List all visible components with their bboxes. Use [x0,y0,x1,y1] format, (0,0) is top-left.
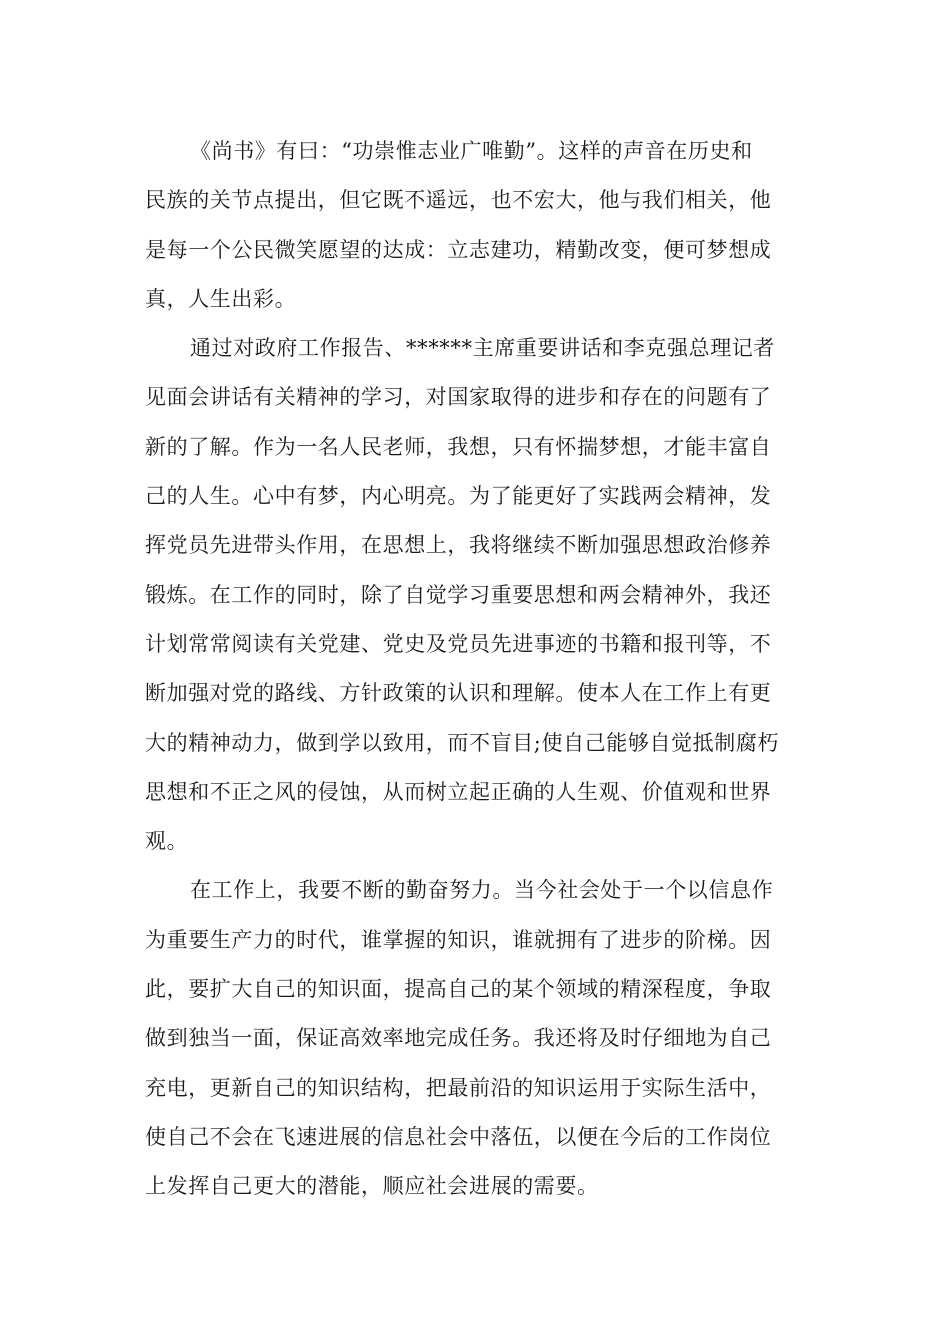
paragraph-line: 锻炼。在工作的同时，除了自觉学习重要思想和两会精神外，我还 [145,582,772,607]
paragraph-line: 新的了解。作为一名人民老师，我想，只有怀揣梦想，才能丰富自 [145,434,772,459]
paragraph-line: 大的精神动力，做到学以致用，而不盲目;使自己能够自觉抵制腐朽 [145,730,780,755]
paragraph-line: 挥党员先进带头作用，在思想上，我将继续不断加强思想政治修养 [145,533,772,558]
paragraph-line: 充电，更新自己的知识结构，把最前沿的知识运用于实际生活中， [145,1075,772,1100]
paragraph-line: 真，人生出彩。 [145,286,297,311]
paragraph-line: 上发挥自己更大的潜能，顺应社会进展的需要。 [145,1174,599,1199]
paragraph-line: 计划常常阅读有关党建、党史及党员先进事迹的书籍和报刊等，不 [145,631,772,656]
paragraph-line: 思想和不正之风的侵蚀，从而树立起正确的人生观、价值观和世界 [145,779,772,804]
body-text [145,127,805,1212]
paragraph-line: 使自己不会在飞速进展的信息社会中落伍，以便在今后的工作岗位 [145,1124,772,1149]
paragraph-line: 做到独当一面，保证高效率地完成任务。我还将及时仔细地为自己 [145,1026,772,1051]
paragraph-2 [145,324,805,866]
paragraph-line: 是每一个公民微笑愿望的达成：立志建功，精勤改变，便可梦想成 [145,237,772,262]
paragraph-line: 在工作上，我要不断的勤奋努力。当今社会处于一个以信息作 [190,878,774,903]
paragraph-line: 通过对政府工作报告、******主席重要讲话和李克强总理记者 [190,336,775,361]
paragraph-line: 《尚书》有曰：“功崇惟志业广唯勤”。这样的声音在历史和 [190,139,753,163]
paragraph-line: 民族的关节点提出，但它既不遥远，也不宏大，他与我们相关，他 [145,188,772,213]
paragraph-1 [145,127,805,324]
paragraph-line: 己的人生。心中有梦，内心明亮。为了能更好了实践两会精神，发 [145,484,772,509]
paragraph-line: 为重要生产力的时代，谁掌握的知识，谁就拥有了进步的阶梯。因 [145,927,772,952]
paragraph-line: 此，要扩大自己的知识面，提高自己的某个领域的精深程度，争取 [145,977,772,1002]
paragraph-line: 见面会讲话有关精神的学习，对国家取得的进步和存在的问题有了 [145,385,772,410]
paragraph-3 [145,866,805,1211]
paragraph-line: 观。 [145,829,189,854]
paragraph-line: 断加强对党的路线、方针政策的认识和理解。使本人在工作上有更 [145,681,772,706]
